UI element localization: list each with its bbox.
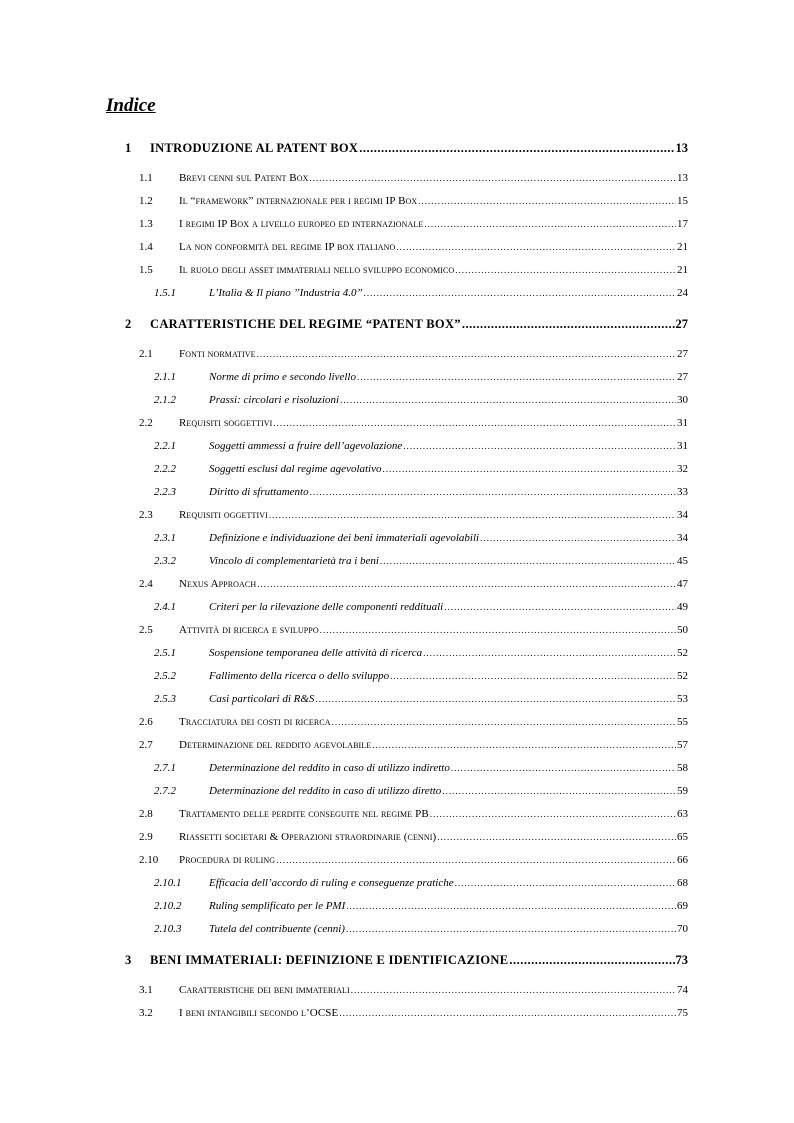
toc-entry-title: Diritto di sfruttamento: [209, 486, 309, 498]
toc-dot-leader: [257, 576, 676, 592]
toc-dot-leader: [346, 921, 676, 937]
toc-entry[interactable]: [154, 438, 688, 454]
toc-dot-leader: [455, 262, 676, 278]
toc-entry-title: Efficacia dell’accordo di ruling e conseguenze pratiche: [209, 877, 454, 889]
toc-entry[interactable]: [154, 898, 688, 914]
toc-entry-number: 1.1: [139, 172, 153, 184]
toc-entry-number: 3: [125, 953, 132, 967]
toc-entry-page: 24: [677, 287, 688, 299]
toc-entry-page: 52: [677, 670, 688, 682]
toc-dot-leader: [455, 875, 676, 891]
toc-entry-title: Brevi cenni sul Patent Box: [179, 172, 309, 184]
toc-entry-page: 33: [677, 486, 688, 498]
toc-entry[interactable]: [139, 346, 688, 362]
toc-dot-leader: [418, 193, 676, 209]
toc-entry[interactable]: [139, 852, 688, 868]
toc-entry-page: 27: [675, 317, 688, 331]
toc-entry-title: Attività di ricerca e sviluppo: [179, 624, 319, 636]
toc-entry-number: 2.4.1: [154, 601, 176, 613]
toc-entry-title: Criteri per la rilevazione delle componenti reddituali: [209, 601, 444, 613]
toc-entry-page: 45: [677, 555, 688, 567]
toc-entry-number: 2.8: [139, 808, 153, 820]
toc-dot-leader: [276, 852, 676, 868]
toc-entry-page: 49: [677, 601, 688, 613]
toc-dot-leader: [339, 1005, 676, 1021]
toc-entry[interactable]: [154, 760, 688, 776]
toc-entry-title: Sospensione temporanea delle attività di ricerca: [209, 647, 423, 659]
toc-entry-page: 47: [677, 578, 688, 590]
toc-dot-leader: [480, 530, 676, 546]
toc-entry-title: Tutela del contribuente (cenni): [209, 923, 345, 935]
toc-entry-page: 21: [677, 264, 688, 276]
toc-dot-leader: [430, 806, 676, 822]
toc-dot-leader: [442, 783, 676, 799]
toc-entry-page: 59: [677, 785, 688, 797]
toc-entry[interactable]: [154, 461, 688, 477]
toc-entry-title: Soggetti ammessi a fruire dell’agevolazione: [209, 440, 403, 452]
toc-dot-leader: [437, 829, 676, 845]
toc-dot-leader: [380, 553, 676, 569]
toc-entry[interactable]: [125, 140, 688, 156]
toc-dot-leader: [340, 392, 676, 408]
toc-entry[interactable]: [154, 668, 688, 684]
toc-entry-number: 2.2.2: [154, 463, 176, 475]
toc-entry-title: Determinazione del reddito in caso di utilizzo diretto: [209, 785, 442, 797]
toc-entry-number: 2.1.1: [154, 371, 176, 383]
toc-dot-leader: [269, 507, 676, 523]
toc-entry-page: 74: [677, 984, 688, 996]
toc-entry-page: 32: [677, 463, 688, 475]
toc-entry-page: 65: [677, 831, 688, 843]
toc-entry[interactable]: [154, 921, 688, 937]
toc-dot-leader: [383, 461, 677, 477]
toc-entry-page: 57: [677, 739, 688, 751]
toc-dot-leader: [462, 316, 675, 332]
toc-dot-leader: [273, 415, 676, 431]
toc-dot-leader: [372, 737, 676, 753]
toc-entry-title: Soggetti esclusi dal regime agevolativo: [209, 463, 382, 475]
toc-entry[interactable]: [154, 645, 688, 661]
toc-dot-leader: [444, 599, 676, 615]
toc-entry-page: 15: [677, 195, 688, 207]
toc-entry[interactable]: [125, 316, 688, 332]
toc-entry-title: Fonti normative: [179, 348, 256, 360]
toc-dot-leader: [320, 622, 676, 638]
toc-entry[interactable]: [139, 806, 688, 822]
toc-entry-title: L’Italia & Il piano ’’Industria 4.0’’: [209, 287, 363, 299]
toc-entry[interactable]: [139, 193, 688, 209]
toc-entry-title: Vincolo di complementarietà tra i beni: [209, 555, 379, 567]
toc-entry-page: 31: [677, 417, 688, 429]
toc-entry[interactable]: [139, 982, 688, 998]
toc-entry[interactable]: [154, 783, 688, 799]
toc-entry-number: 1.5.1: [154, 287, 176, 299]
toc-dot-leader: [396, 239, 676, 255]
toc-entry[interactable]: [154, 530, 688, 546]
toc-entry[interactable]: [154, 484, 688, 500]
toc-entry[interactable]: [139, 262, 688, 278]
toc-entry-number: 2.5: [139, 624, 153, 636]
toc-entry-number: 2.2.3: [154, 486, 176, 498]
toc-entry-title: Definizione e individuazione dei beni immateriali agevolabili: [209, 532, 480, 544]
toc-entry-page: 53: [677, 693, 688, 705]
toc-entry-title: Requisiti soggettivi: [179, 417, 273, 429]
toc-entry-number: 2.3.1: [154, 532, 176, 544]
toc-entry-page: 31: [677, 440, 688, 452]
toc-entry-number: 3.2: [139, 1007, 153, 1019]
toc-entry[interactable]: [154, 285, 688, 301]
toc-dot-leader: [364, 285, 676, 301]
toc-dot-leader: [357, 369, 676, 385]
toc-entry-title: CARATTERISTICHE DEL REGIME “PATENT BOX”: [150, 317, 461, 331]
toc-entry-number: 2.7.1: [154, 762, 176, 774]
toc-dot-leader: [332, 714, 676, 730]
toc-entry-number: 1.2: [139, 195, 153, 207]
toc-entry-number: 2.10: [139, 854, 159, 866]
toc-entry-page: 66: [677, 854, 688, 866]
toc-entry-number: 2.1: [139, 348, 153, 360]
toc-entry-number: 2.2: [139, 417, 153, 429]
toc-dot-leader: [346, 898, 676, 914]
toc-dot-leader: [351, 982, 676, 998]
toc-entry-page: 68: [677, 877, 688, 889]
toc-dot-leader: [359, 140, 674, 156]
toc-entry[interactable]: [154, 691, 688, 707]
toc-entry[interactable]: [154, 392, 688, 408]
toc-entry[interactable]: [139, 829, 688, 845]
toc-entry[interactable]: [139, 507, 688, 523]
page-title: Indice: [106, 95, 156, 116]
toc-entry-page: 55: [677, 716, 688, 728]
toc-entry-title: Determinazione del reddito in caso di utilizzo indiretto: [209, 762, 450, 774]
toc-entry-title: I beni intangibili secondo l’OCSE: [179, 1007, 339, 1019]
toc-entry-page: 73: [675, 953, 688, 967]
toc-entry[interactable]: [139, 170, 688, 186]
toc-dot-leader: [423, 645, 676, 661]
toc-entry-number: 2.10.2: [154, 900, 182, 912]
toc-entry[interactable]: [154, 369, 688, 385]
toc-entry[interactable]: [154, 553, 688, 569]
toc-dot-leader: [403, 438, 676, 454]
toc-entry-page: 50: [677, 624, 688, 636]
toc-entry[interactable]: [139, 216, 688, 232]
toc-entry-number: 2.3: [139, 509, 153, 521]
toc-entry-title: Il “framework” internazionale per i regimi IP Box: [179, 195, 418, 207]
toc-entry-number: 2.5.1: [154, 647, 176, 659]
toc-entry-page: 69: [677, 900, 688, 912]
toc-dot-leader: [257, 346, 676, 362]
toc-entry-title: Procedura di ruling: [179, 854, 276, 866]
toc-entry[interactable]: [139, 415, 688, 431]
toc-entry[interactable]: [139, 714, 688, 730]
toc-entry-page: 27: [677, 371, 688, 383]
toc-entry-title: Il ruolo degli asset immateriali nello sviluppo economico: [179, 264, 455, 276]
toc-entry-page: 13: [677, 172, 688, 184]
toc-dot-leader: [390, 668, 676, 684]
toc-entry-title: Casi particolari di R&S: [209, 693, 315, 705]
toc-dot-leader: [509, 952, 674, 968]
toc-entry-title: BENI IMMATERIALI: DEFINIZIONE E IDENTIFICAZIONE: [150, 953, 509, 967]
toc-entry-title: Ruling semplificato per le PMI: [209, 900, 346, 912]
toc-entry-title: Nexus Approach: [179, 578, 257, 590]
toc-entry-number: 2.10.3: [154, 923, 182, 935]
toc-entry[interactable]: [154, 875, 688, 891]
toc-entry-page: 75: [677, 1007, 688, 1019]
toc-entry[interactable]: [139, 1005, 688, 1021]
toc-entry-title: La non conformità del regime IP box italiano: [179, 241, 396, 253]
toc-entry[interactable]: [154, 599, 688, 615]
toc-entry-page: 34: [677, 532, 688, 544]
toc-entry-title: Caratteristiche dei beni immateriali: [179, 984, 350, 996]
toc-entry-title: Trattamento delle perdite conseguite nel regime PB: [179, 808, 429, 820]
toc-dot-leader: [315, 691, 676, 707]
toc-entry-title: Requisiti oggettivi: [179, 509, 268, 521]
toc-entry-title: INTRODUZIONE AL PATENT BOX: [150, 141, 359, 155]
toc-entry-number: 2: [125, 317, 132, 331]
toc-entry[interactable]: [139, 737, 688, 753]
toc-entry[interactable]: [139, 576, 688, 592]
toc-entry-page: 17: [677, 218, 688, 230]
toc-entry-number: 2.1.2: [154, 394, 176, 406]
toc-entry-number: 2.2.1: [154, 440, 176, 452]
toc-entry-title: Tracciatura dei costi di ricerca: [179, 716, 331, 728]
toc-entry-number: 2.7.2: [154, 785, 176, 797]
toc-entry-title: Prassi: circolari e risoluzioni: [209, 394, 340, 406]
toc-entry-page: 52: [677, 647, 688, 659]
toc-entry-number: 2.3.2: [154, 555, 176, 567]
toc-entry-page: 34: [677, 509, 688, 521]
toc-entry[interactable]: [125, 952, 688, 968]
toc-entry-number: 2.4: [139, 578, 153, 590]
toc-entry-page: 63: [677, 808, 688, 820]
toc-entry-title: Norme di primo e secondo livello: [209, 371, 356, 383]
toc-entry-number: 2.10.1: [154, 877, 182, 889]
toc-entry-page: 27: [677, 348, 688, 360]
toc-entry-number: 3.1: [139, 984, 153, 996]
toc-dot-leader: [310, 170, 677, 186]
toc-entry-page: 30: [677, 394, 688, 406]
toc-entry[interactable]: [139, 622, 688, 638]
toc-entry-number: 2.5.2: [154, 670, 176, 682]
toc-entry[interactable]: [139, 239, 688, 255]
toc-dot-leader: [451, 760, 676, 776]
toc-entry-title: Riassetti societari & Operazioni straordinarie (cenni): [179, 831, 437, 843]
toc-entry-number: 2.5.3: [154, 693, 176, 705]
toc-entry-number: 1.5: [139, 264, 153, 276]
toc-dot-leader: [310, 484, 676, 500]
toc-entry-page: 70: [677, 923, 688, 935]
toc-entry-number: 1.4: [139, 241, 153, 253]
toc-entry-title: Fallimento della ricerca o dello sviluppo: [209, 670, 390, 682]
toc-entry-title: I regimi IP Box a livello europeo ed internazionale: [179, 218, 424, 230]
toc-entry-page: 58: [677, 762, 688, 774]
toc-entry-page: 13: [675, 141, 688, 155]
toc-dot-leader: [424, 216, 676, 232]
toc-entry-page: 21: [677, 241, 688, 253]
toc-entry-title: Determinazione del reddito agevolabile: [179, 739, 372, 751]
toc-entry-number: 2.6: [139, 716, 153, 728]
toc-entry-number: 1.3: [139, 218, 153, 230]
toc-entry-number: 1: [125, 141, 132, 155]
toc-entry-number: 2.9: [139, 831, 153, 843]
toc-entry-number: 2.7: [139, 739, 153, 751]
